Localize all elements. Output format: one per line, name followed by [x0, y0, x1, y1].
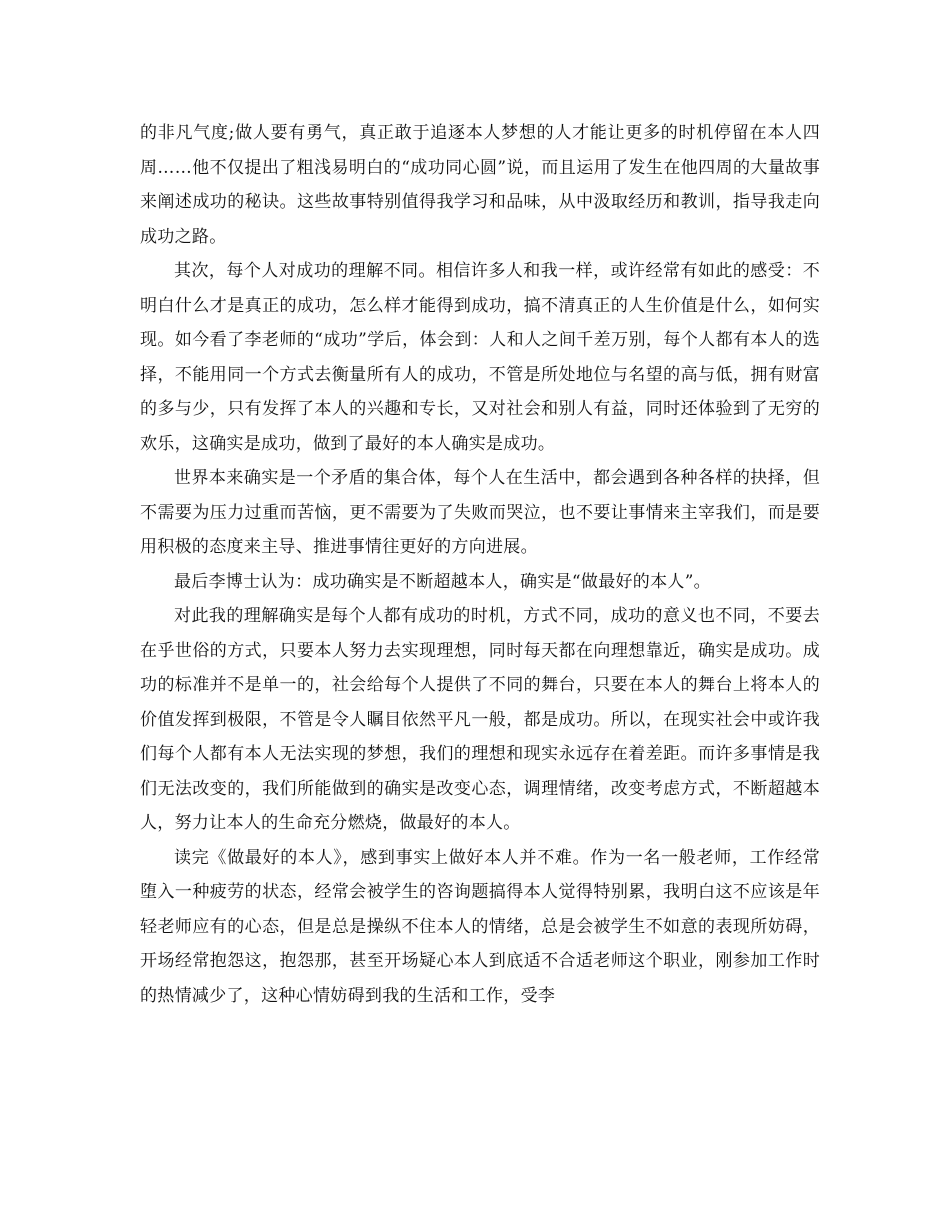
paragraph-3: 世界本来确实是一个矛盾的集合体，每个人在生活中，都会遇到各种各样的抉择，但不需要为压力过重而苦恼，更不需要为了失败而哭泣，也不要让事情来主宰我们，而是要用积极的态度来主导、推进事情往更好的方向进展。 [140, 468, 820, 557]
paragraph-4: 最后李博士认为：成功确实是不断超越本人，确实是“做最好的本人”。 [174, 571, 711, 592]
paragraph-2: 其次，每个人对成功的理解不同。相信许多人和我一样，或许经常有如此的感受：不明白什么才是真正的成功，怎么样才能得到成功，搞不清真正的人生价值是什么，如何实现。如今看了李老师的“成功”学后，体会到：人和人之间千差万别，每个人都有本人的选择，不能用同一个方式去衡量所有人的成功，不管是所处地位与名望的高与低，拥有财富的多与少，只有发挥了本人的兴趣和专长，又对社会和别人有益，同时还体验到了无穷的欢乐，这确实是成功，做到了最好的本人确实是成功。 [140, 261, 820, 454]
document-page [140, 116, 820, 1013]
paragraph-1: 的非凡气度;做人要有勇气，真正敢于追逐本人梦想的人才能让更多的时机停留在本人四周……他不仅提出了粗浅易明白的“成功同心圆”说，而且运用了发生在他四周的大量故事来阐述成功的秘诀。这些故事特别值得我学习和品味，从中汲取经历和教训，指导我走向成功之路。 [140, 123, 820, 247]
paragraph-6: 读完《做最好的本人》，感到事实上做好本人并不难。作为一名一般老师，工作经常堕入一种疲劳的状态，经常会被学生的咨询题搞得本人觉得特别累，我明白这不应该是年轻老师应有的心态，但是总是操纵不住本人的情绪，总是会被学生不如意的表现所妨碍，开场经常抱怨这，抱怨那，甚至开场疑心本人到底适不合适老师这个职业，刚参加工作时的热情减少了，这种心情妨碍到我的生活和工作，受李 [140, 847, 820, 1006]
paragraph-5: 对此我的理解确实是每个人都有成功的时机，方式不同，成功的意义也不同，不要去在乎世俗的方式，只要本人努力去实现理想，同时每天都在向理想靠近，确实是成功。成功的标准并不是单一的，社会给每个人提供了不同的舞台，只要在本人的舞台上将本人的价值发挥到极限，不管是令人瞩目依然平凡一般，都是成功。所以，在现实社会中或许我们每个人都有本人无法实现的梦想，我们的理想和现实永远存在着差距。而许多事情是我们无法改变的，我们所能做到的确实是改变心态，调理情绪，改变考虑方式，不断超越本人，努力让本人的生命充分燃烧，做最好的本人。 [140, 606, 820, 833]
